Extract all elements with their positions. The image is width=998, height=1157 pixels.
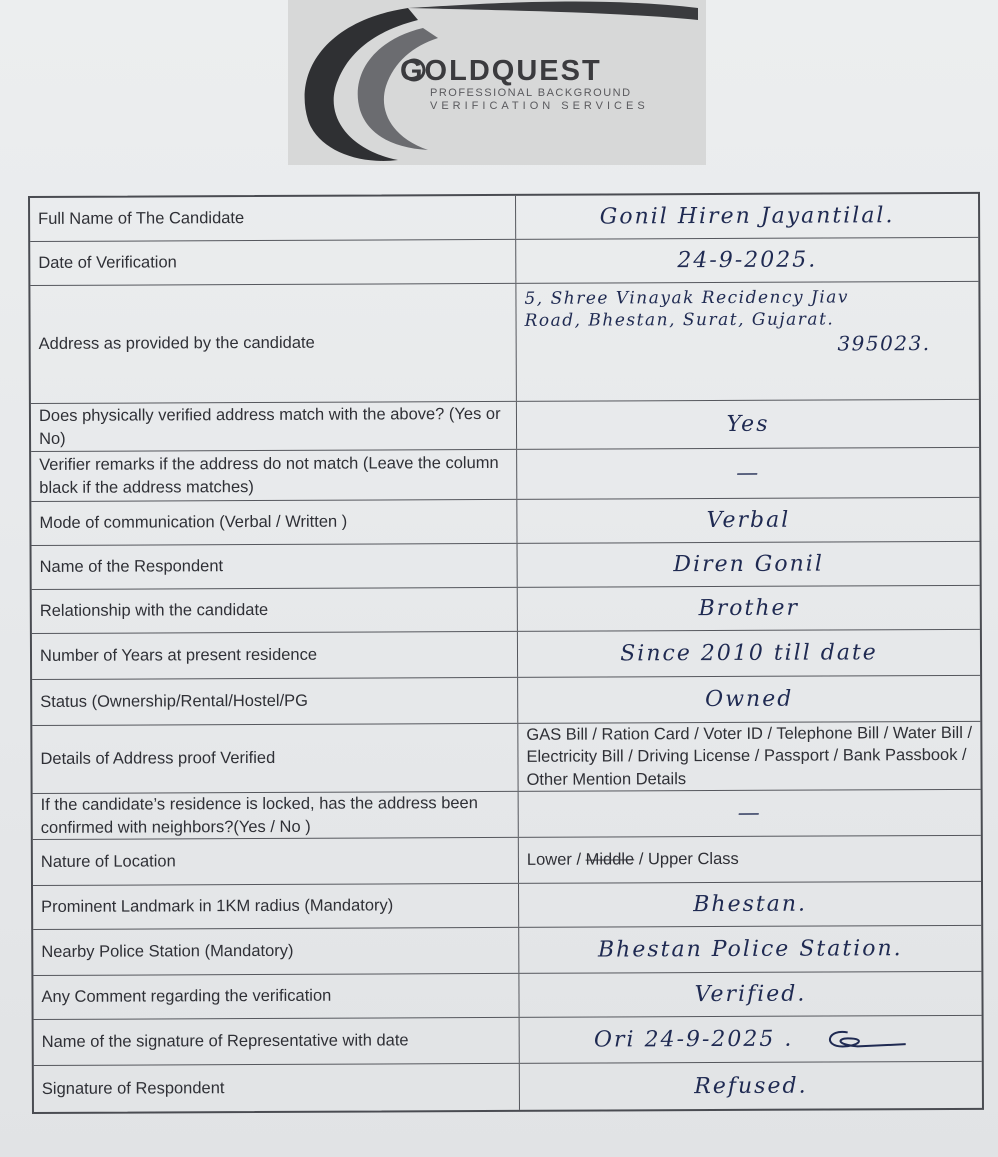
row-value bbox=[517, 498, 979, 543]
table-row bbox=[32, 676, 980, 726]
table-row bbox=[31, 400, 979, 452]
row-label: Number of Years at present residence bbox=[32, 632, 518, 679]
candidate-name-value: Gonil Hiren Jayantilal. bbox=[599, 203, 895, 230]
row-value bbox=[519, 790, 981, 837]
table-row bbox=[30, 282, 979, 404]
neighbor-confirmation-value: — bbox=[737, 800, 762, 826]
row-value bbox=[517, 448, 979, 499]
landmark-value: Bhestan. bbox=[693, 891, 808, 918]
address-pincode: 395023. bbox=[837, 331, 931, 356]
row-value bbox=[516, 282, 979, 401]
table-row bbox=[33, 790, 981, 840]
row-label: Full Name of The Candidate bbox=[30, 196, 516, 241]
row-label: Date of Verification bbox=[30, 240, 516, 285]
table-row bbox=[31, 498, 979, 546]
row-label: Signature of Respondent bbox=[34, 1064, 520, 1112]
table-row bbox=[30, 194, 978, 242]
row-label: Name of the Respondent bbox=[32, 544, 518, 589]
logo-name: GOLDQUEST bbox=[400, 55, 602, 87]
table-row bbox=[30, 238, 978, 286]
table-row bbox=[33, 836, 981, 886]
row-label: Status (Ownership/Rental/Hostel/PG bbox=[32, 678, 518, 725]
location-nature-struck: Middle bbox=[585, 850, 635, 869]
table-row bbox=[32, 542, 980, 590]
row-value bbox=[518, 630, 980, 677]
verification-comment-value: Verified. bbox=[694, 981, 807, 1008]
table-row bbox=[32, 722, 980, 794]
relationship-value: Brother bbox=[698, 595, 800, 622]
verification-form-table bbox=[28, 192, 984, 1114]
logo-tagline-2: VERIFICATION SERVICES bbox=[430, 100, 649, 112]
table-row bbox=[32, 586, 980, 634]
logo-tagline-1: PROFESSIONAL BACKGROUND bbox=[430, 87, 632, 99]
verifier-remarks-value: — bbox=[736, 460, 761, 486]
row-value bbox=[519, 972, 981, 1017]
residence-status-value: Owned bbox=[705, 686, 794, 713]
row-label: Address as provided by the candidate bbox=[30, 284, 517, 403]
respondent-name-value: Diren Gonil bbox=[673, 551, 824, 578]
row-label: Prominent Landmark in 1KM radius (Mandatory) bbox=[33, 884, 519, 929]
table-row bbox=[32, 630, 980, 680]
row-label: Verifier remarks if the address do not match (Leave the column black if the address matches) bbox=[31, 450, 517, 501]
row-value bbox=[520, 1016, 982, 1063]
row-value bbox=[520, 1062, 982, 1110]
table-row bbox=[33, 972, 981, 1020]
row-value bbox=[518, 586, 980, 631]
table-row bbox=[33, 882, 981, 930]
address-line-2: Road, Bhestan, Surat, Gujarat. bbox=[524, 309, 835, 331]
table-row bbox=[34, 1016, 982, 1066]
address-line-1: 5, Shree Vinayak Recidency Jiav bbox=[524, 287, 850, 309]
table-row bbox=[31, 448, 979, 502]
row-value bbox=[516, 194, 978, 239]
verification-date-value: 24-9-2025. bbox=[677, 247, 818, 274]
row-label: Details of Address proof Verified bbox=[32, 724, 518, 793]
row-label: If the candidate’s residence is locked, has the address been confirmed with neighbors?(Yes / No ) bbox=[33, 792, 519, 839]
row-label: Mode of communication (Verbal / Written ) bbox=[31, 500, 517, 545]
row-label: Does physically verified address match with the above? (Yes or No) bbox=[31, 402, 517, 451]
row-label: Nearby Police Station (Mandatory) bbox=[33, 928, 519, 975]
goldquest-logo bbox=[288, 0, 706, 165]
police-station-value: Bhestan Police Station. bbox=[597, 936, 903, 963]
location-nature-post: / Upper Class bbox=[634, 850, 739, 869]
row-label: Relationship with the candidate bbox=[32, 588, 518, 633]
row-value bbox=[516, 238, 978, 283]
row-label: Nature of Location bbox=[33, 838, 519, 885]
row-value bbox=[517, 400, 979, 449]
row-label: Any Comment regarding the verification bbox=[33, 974, 519, 1019]
row-value bbox=[518, 542, 980, 587]
respondent-signature-value: Refused. bbox=[694, 1073, 808, 1099]
row-value bbox=[519, 836, 981, 883]
address-match-value: Yes bbox=[726, 411, 770, 437]
location-nature-pre: Lower / bbox=[526, 850, 586, 870]
table-row bbox=[33, 926, 981, 976]
row-value bbox=[519, 926, 981, 973]
table-row bbox=[34, 1062, 982, 1112]
signature-scribble-icon bbox=[817, 1024, 907, 1054]
years-at-residence-value: Since 2010 till date bbox=[620, 640, 878, 667]
representative-signature-value: Ori 24-9-2025 . bbox=[593, 1026, 794, 1053]
address-proof-options: GAS Bill / Ration Card / Voter ID / Telephone Bill / Water Bill / Electricity Bill / Driving License / Passport / Bank Passbook / Other Mention Details bbox=[526, 723, 973, 789]
row-value bbox=[518, 722, 980, 791]
row-value bbox=[518, 676, 980, 723]
row-value bbox=[519, 882, 981, 927]
row-label: Name of the signature of Representative with date bbox=[34, 1018, 520, 1065]
communication-mode-value: Verbal bbox=[706, 507, 791, 534]
